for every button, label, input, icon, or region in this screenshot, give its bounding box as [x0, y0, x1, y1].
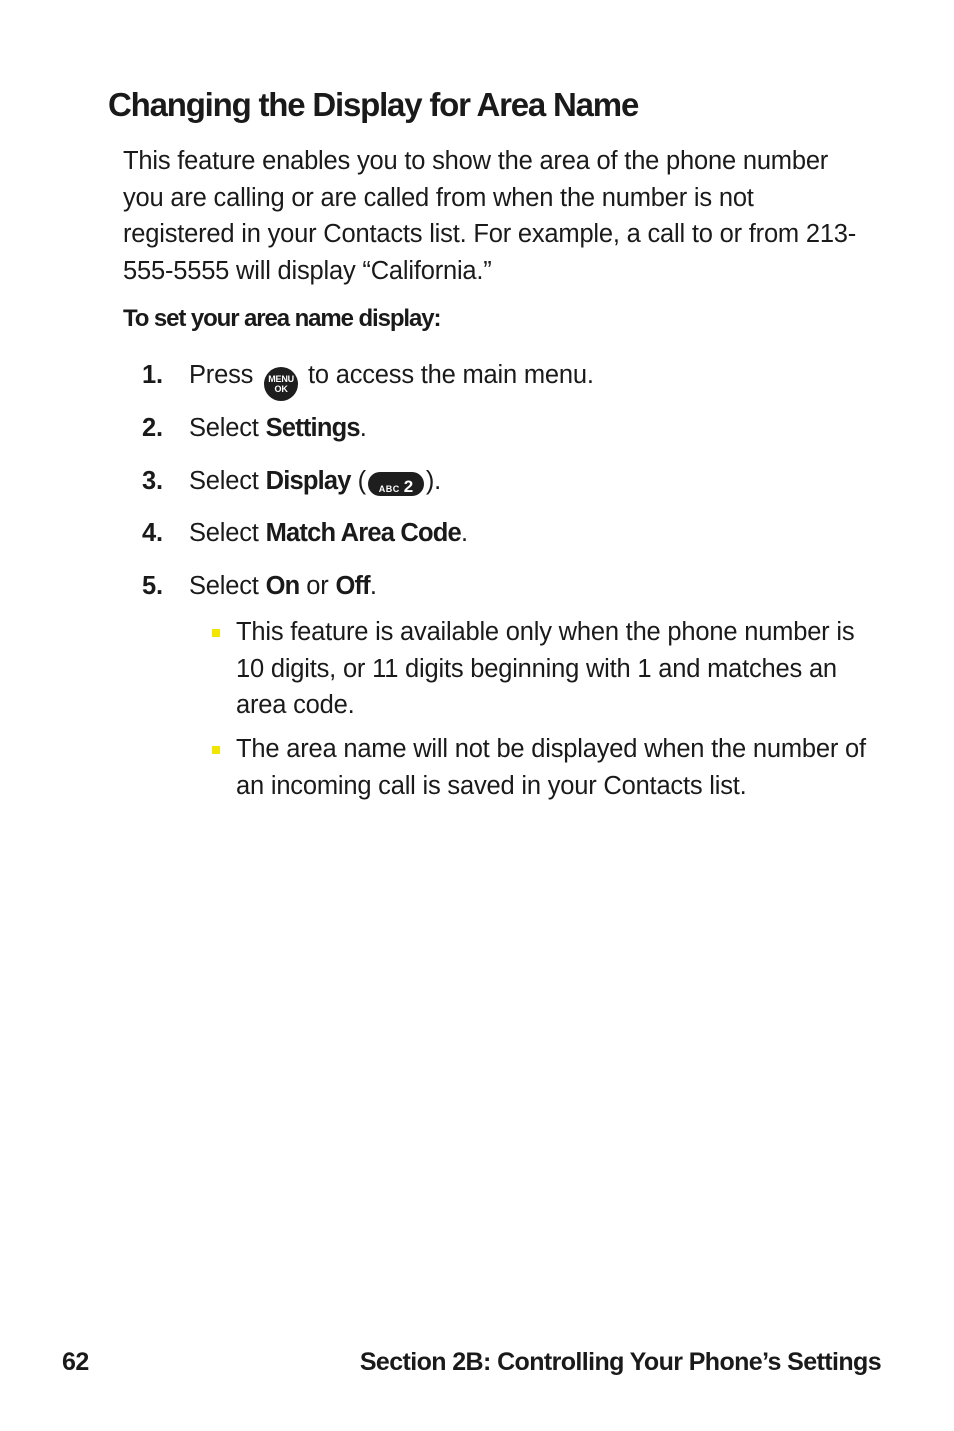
note-bullet-1: This feature is available only when the phone number is 10 digits, or 11 digits beginning with 1 and matches an area code.	[236, 618, 855, 720]
option-off: Off	[335, 572, 370, 600]
step-text: Select	[189, 572, 259, 600]
page-number: 62	[62, 1348, 89, 1376]
menu-option-display: Display	[265, 467, 351, 495]
step-5	[142, 568, 377, 604]
menu-option-settings: Settings	[265, 414, 360, 442]
step-text: Select	[189, 519, 259, 547]
step-number: 5.	[142, 572, 163, 600]
step-punct: .	[359, 414, 367, 442]
menu-option-match-area-code: Match Area Code	[265, 519, 461, 547]
step-text: Select	[189, 467, 259, 495]
step-punct: (	[357, 467, 366, 495]
step-text: Press	[189, 361, 254, 389]
step-punct: ).	[425, 467, 442, 495]
step-number: 4.	[142, 519, 163, 547]
section-title: Section 2B: Controlling Your Phone’s Settings	[359, 1348, 881, 1376]
step-punct: .	[460, 519, 468, 547]
step-text: Select	[189, 414, 259, 442]
step-number: 1.	[142, 361, 163, 389]
step-number: 2.	[142, 414, 163, 442]
step-text: to access the main menu.	[307, 361, 594, 389]
step-text: or	[306, 572, 329, 600]
step-4	[142, 515, 468, 551]
bullet-marker-icon	[212, 629, 220, 637]
page-title: Changing the Display for Area Name	[108, 86, 639, 123]
procedure-heading: To set your area name display:	[123, 305, 441, 332]
bullet-marker-icon	[212, 746, 220, 754]
step-number: 3.	[142, 467, 163, 495]
abc-2-key-icon: ABC 2	[368, 472, 424, 496]
step-2	[142, 410, 367, 446]
option-on: On	[265, 572, 300, 600]
menu-ok-key-icon: MENU OK	[264, 367, 298, 401]
step-1	[142, 357, 594, 393]
step-3	[142, 463, 441, 499]
intro-paragraph: This feature enables you to show the area of the phone number you are calling or are called from when the number is not registered in your Contacts list. For example, a call to or from 213-555-5555 will display “California.”	[123, 147, 857, 286]
note-bullet-2: The area name will not be displayed when the number of an incoming call is saved in your Contacts list.	[236, 735, 866, 800]
step-punct: .	[369, 572, 377, 600]
